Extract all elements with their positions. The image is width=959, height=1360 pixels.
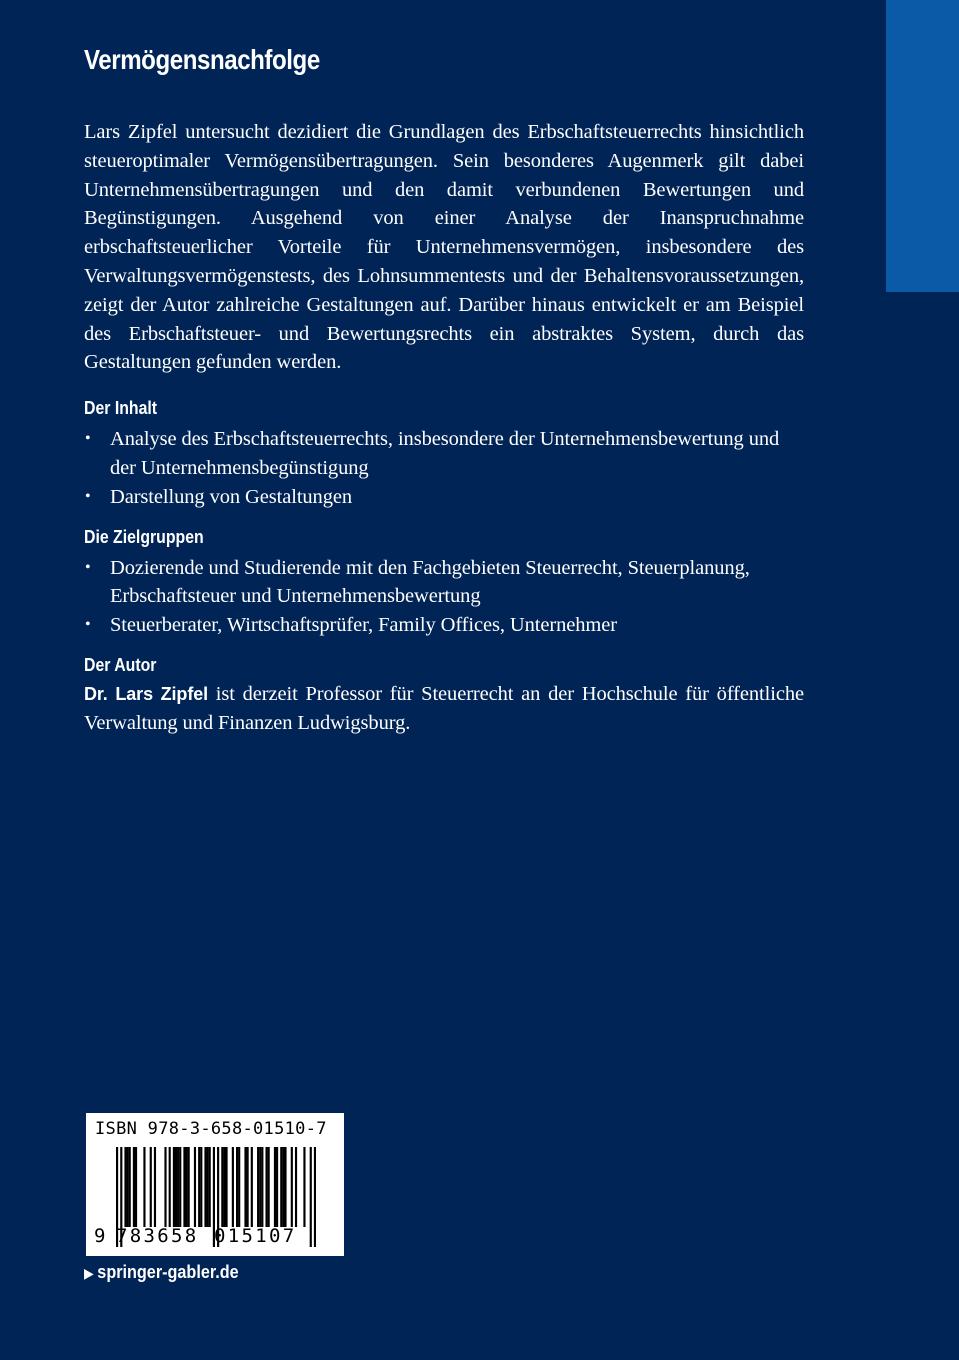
barcode-bar (295, 1147, 297, 1227)
ean-digits-left: 783658 (116, 1225, 199, 1247)
barcode-bar (194, 1147, 196, 1227)
barcode-bar (261, 1147, 263, 1227)
barcode-bar (244, 1147, 246, 1227)
barcode-bar (282, 1147, 284, 1227)
bullet-icon: • (85, 430, 91, 448)
barcode-bar (238, 1147, 240, 1227)
list-item: • Steuerberater, Wirtschaftsprüfer, Family Offices, Unternehmer (84, 611, 804, 640)
bullet-icon: • (85, 616, 91, 634)
barcode-bar (291, 1147, 293, 1227)
section-heading-autor: Der Autor (84, 654, 157, 675)
author-paragraph (84, 680, 804, 738)
barcode-bar (175, 1147, 177, 1227)
bullet-icon: • (85, 558, 91, 576)
list-item: • Darstellung von Gestaltungen (84, 483, 804, 512)
website-label: springer-gabler.de (97, 1262, 239, 1282)
barcode-bar (310, 1147, 312, 1247)
barcode-bar (188, 1147, 190, 1227)
barcode-bar (150, 1147, 152, 1227)
publisher-website[interactable] (84, 1262, 239, 1283)
barcode-bar (209, 1147, 211, 1227)
barcode-bar (177, 1147, 179, 1227)
isbn-label: ISBN 978-3-658-01510-7 (95, 1119, 327, 1139)
barcode-bar (274, 1147, 276, 1227)
barcode-bar (127, 1147, 129, 1227)
barcode-bar (143, 1147, 145, 1227)
barcode-bar (314, 1147, 316, 1247)
barcode-bar (223, 1147, 225, 1227)
section-autor (84, 652, 804, 738)
section-heading-inhalt: Der Inhalt (84, 398, 158, 419)
list-item: • Dozierende und Studierende mit den Fachgebieten Steuerrecht, Steuerplanung, Erbschaftsteuer und Unternehmensbewertung (84, 554, 804, 612)
intro-paragraph: Lars Zipfel untersucht dezidiert die Grundlagen des Erbschaftsteuerrechts hinsichtlich steueroptimaler Vermögensübertragungen. Sein besonderes Augenmerk gilt dabei Unternehmensübertragungen und den damit verbundenen Bewertungen und Begünstigungen. Ausgehend von einer Analyse der Inanspruchnahme erbschaftsteuerlicher Vorteile für Unternehmensvermögen, insbesondere des Verwaltungsvermögenstests, des Lohnsummentests und der Behaltensvoraussetzungen, zeigt der Autor zahlreiche Gestaltungen auf. Darüber hinaus entwickelt er am Beispiel des Erbschaftsteuer- und Bewertungsrechts ein abstraktes System, durch das Gestaltungen gefunden werden. (84, 121, 804, 374)
barcode-bar (247, 1147, 249, 1227)
ean-digit-first: 9 (94, 1225, 106, 1247)
barcode-bar (207, 1147, 209, 1227)
barcode-bar (173, 1147, 175, 1227)
section-zielgruppen (84, 524, 804, 640)
barcode-bar (280, 1147, 282, 1227)
author-name: Dr. Lars Zipfel (84, 683, 209, 704)
barcode-bar (236, 1147, 238, 1227)
inhalt-list (84, 425, 804, 511)
barcode-bar (265, 1147, 267, 1227)
zielgruppen-list (84, 554, 804, 640)
isbn-barcode (86, 1113, 344, 1256)
section-heading-zielgruppen: Die Zielgruppen (84, 526, 204, 547)
barcode-bar (179, 1147, 181, 1227)
barcode-bar (221, 1147, 223, 1227)
barcode-bar (204, 1147, 206, 1227)
barcode-bar (257, 1147, 259, 1227)
barcode-bar (268, 1147, 270, 1227)
accent-bar (886, 0, 959, 292)
barcode-bar (164, 1147, 166, 1227)
book-title: Vermögensnachfolge (84, 44, 320, 75)
barcode-bar (200, 1147, 202, 1227)
play-arrow-icon: ▶ (84, 1265, 94, 1281)
barcode-bar (154, 1147, 156, 1227)
barcode-bar (185, 1147, 187, 1227)
barcode-bar (129, 1147, 131, 1227)
ean-digits-right: 015107 (214, 1225, 297, 1247)
barcode-bar (225, 1147, 227, 1227)
barcode-bar (198, 1147, 200, 1227)
barcode-bar (284, 1147, 286, 1227)
barcode-bar (135, 1147, 137, 1227)
barcode-bar (251, 1147, 253, 1227)
bullet-icon: • (85, 487, 91, 505)
barcode-bar (124, 1147, 126, 1227)
barcode-bar (232, 1147, 234, 1227)
author-text: ist derzeit Professor für Steuerrecht an der Hochschule für öffentliche Verwaltung und Finanzen Ludwigsburg. (84, 682, 804, 734)
barcode-bar (183, 1147, 185, 1227)
barcode-bar (169, 1147, 171, 1227)
barcode-bar (259, 1147, 261, 1227)
barcode-bar (133, 1147, 135, 1227)
list-item: • Analyse des Erbschaftsteuerrechts, insbesondere der Unternehmensbewertung und der Unternehmensbegünstigung (84, 425, 804, 483)
section-inhalt (84, 395, 804, 511)
barcode-bar (276, 1147, 278, 1227)
barcode-bar (303, 1147, 305, 1227)
back-cover-content (84, 40, 804, 738)
